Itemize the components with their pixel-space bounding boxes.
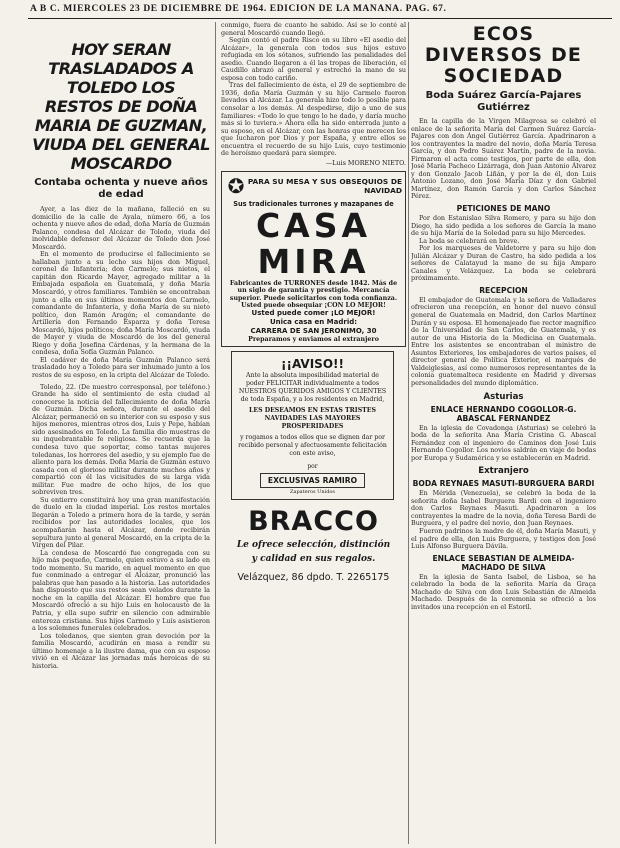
bracco-ad bbox=[221, 506, 406, 584]
aviso-title: ¡¡AVISO!! bbox=[281, 356, 344, 371]
article-paragraph: conmigo, fuera de cuanto he sabido. Así se lo conté al general Moscardó cuando llegó. bbox=[221, 22, 406, 37]
article-title: BODA REYNAES MASUTI-BURGUERA BARDI bbox=[412, 479, 595, 489]
article-paragraph: Por los marqueses de Valdetorre y para su hijo don Julián Alcázar y Duran de Castro, ha sido pedida a los señores de Calatayud la mano de su hija Amparo Canales y Velázquez. La boda se celebrará próximamente. bbox=[411, 244, 596, 283]
article-paragraph: Fueron padrinos la madre de él, doña María Masuti, y el padre de ella, don Luis Burguera, y testigos don José Luis Alfonso Burguera Dávila. bbox=[411, 526, 596, 551]
subsection-title: RECEPCION bbox=[479, 285, 528, 295]
aviso-wishes: LES DESEAMOS EN ESTAS TRISTES NAVIDADES LAS MAYORES PROSPERIDADES bbox=[249, 406, 376, 430]
subsection-title: Extranjero bbox=[478, 466, 529, 477]
ad-text: Fabricantes de TURRONES desde 1842. Más de un siglo de garantía y prestigio. Mercancía superior. Puede solicitarlos con toda confianza. Usted puede obsequiar ¡CON LO MEJOR! bbox=[229, 279, 398, 310]
bracco-slogan: Le ofrece selección, distinción y calidad en sus regalos. bbox=[236, 539, 391, 564]
article-title: Boda Suárez García-Pajares Gutiérrez bbox=[425, 90, 582, 113]
column-left bbox=[32, 22, 210, 844]
article-paragraph: Según contó el padre Risco en su libro «El asedio del Alcázar», la generala con todos sus hijos estuvo refugiada en los sótanos, sufriendo las penalidades del asedio. Cuando llegaron a él las tropas de liberación, el Caudillo abrazó al general y estrechó la mano de su esposa con todo cariño. bbox=[221, 36, 406, 82]
article-paragraph: El embajador de Guatemala y la señora de Valladares ofrecieron una recepción, en honor del nuevo cónsul general de Guatemala en Madrid, don Carlos Martínez Durán y su esposa. El homenajeado fue rector magnífico de la Universidad de San Carlos, de Guatemala, y es autor de una Historia de la Medicina en Guatemala. Entre los asistentes se encontraban el ministro de Asuntos Exteriores, los embajadores de varios países, el director general de Política Exterior, el marqués de Valdeiglesias, así como numerosos representantes de la colonia guatemalteca residente en Madrid y diversas personalidades del mundo diplomático. bbox=[411, 295, 596, 387]
main-subhead: Contaba ochenta y nueve años de edad bbox=[34, 177, 208, 200]
article-paragraph: La boda se celebrará en breve. bbox=[419, 236, 520, 245]
aviso-text: Ante la absoluta imposibilidad material de poder FELICITAR individualmente a todos NUESTROS QUERIDOS AMIGOS Y CLIENTES de toda España, y a los residentes en Madrid, bbox=[238, 371, 387, 403]
byline-signature: —Luis MORENO NIETO. bbox=[325, 158, 406, 167]
subsection-title: PETICIONES DE MANO bbox=[456, 204, 551, 214]
article-paragraph: En la capilla de la Virgen Milagrosa se celebró el enlace de la señorita María del Carmen Suárez García-Pajares con don Ángel Gutiérrez García. Apadrinaron a los contrayentes la madre del novio, doña María Teresa García, y don Pedro Suárez Martín, padre de la novia. Firmaron el acta como testigos, por parte de ella, don José María Pacheco Lizárraga, don Juan Antonio Álvarez y don Gonzalo Jacob Liñán, y por la de él, don Luis Antonio Lozano, don José María Díaz y don Gabriel Martínez, don Ramón García y don Carlos Sánchez Pérez. bbox=[411, 117, 596, 201]
article-paragraph: Tras del fallecimiento de ésta, el 29 de septiembre de 1936, doña María Guzmán y su hijo Carmelo fueron llevados al Alcázar. La generala hizo todo lo posible para consolar a los demás. Al despedirse, dijo a uno de sus familiares: «Todo lo que tengo lo he dado, y daría mucho más si lo tuviera.» Ahora ella ha sido enterrada junto a su esposo, en el Alcázar, con las honras que merecen los que lucharon por Dios y por España, y entre ellos se encuentra el recuerdo de su hijo Luis, cuyo testimonio de heroísmo quedará para siempre. bbox=[221, 81, 406, 158]
article-paragraph: El cadáver de doña María Guzmán Palanco será trasladado hoy a Toledo para ser inhumado junto a los restos de su esposo, en la cripta del Alcázar de Toledo. bbox=[32, 355, 210, 380]
article-paragraph: En el momento de producirse el fallecimiento se hallaban junto a su lecho sus hijos don Miguel, coronel de Infantería; don Carmelo; sus nietos, el capitán don Ricardo Mayer, agregado militar a la Embajada española en Guatemala, y doña María Moscardó, y otros familiares. También se encontraban junto a ella en sus últimos momentos don Carmelo, comandante de Infantería, y doña María de su nieto político, don Ramón Aragón; el comandante de Artillería don Fernando Esparza y doña Teresa Moscardó, hijos políticos; doña María Moscardó, viuda de Mayer y viuda de Moscardó de los del general Riego y doña Josefina Cárdenas, y la hermana de la condesa, doña Sofía Guzmán Palanco. bbox=[32, 250, 210, 357]
article-paragraph: En la iglesia de Santa Isabel, de Lisboa, se ha celebrado la boda de la señorita María da Graça Machado de Silva con don Luis Sebastián de Almeida Machado. Después de la ceremonia se ofreció a los invitados una recepción en el Estoril. bbox=[411, 572, 596, 611]
bracco-brand: BRACCO bbox=[248, 505, 379, 537]
subsection-title: Asturias bbox=[483, 391, 524, 402]
article-paragraph: Toledo, 22. (De nuestro corresponsal, por teléfono.) Grande ha sido el sentimiento de esta ciudad al conocerse la noticia del fallecimiento de doña María de Guzmán. Dicha señora, durante el asedio del Alcázar, permaneció en su interior con su esposo y sus hijos menores, mientras otros dos, Luis y Pepe, habían sido asesinados en Toledo. La familia dio muestras de su inquebrantable fe religiosa. Se recuerda que la condesa tuvo que soportar, como tantas mujeres toledanas, los horrores del asedio, y su ejemplo fue de aliento para los demás. Doña María de Guzmán estuvo casada con el glorioso militar durante muchos años y compartió con él las vicisitudes de su larga vida militar. Fue madre de ocho hijos, de los que sobreviven tres. bbox=[32, 382, 210, 497]
article-paragraph: La condesa de Moscardó fue congregada con su hijo más pequeño, Carmelo, quien estuvo a su lado en todo momento. Su marido, en aquel momento en que fue conminado a entregar el Alcázar, pronunció las palabras que han pasado a la historia. Las autoridades han dispuesto que sus restos sean velados durante la noche en la capilla del Alcázar. El hombre que fue Moscardó ofreció a su hijo Luis en holocausto de la Patria, y ella supo sufrir en silencio con admirable entereza cristiana. Sus hijos Carmelo y Luis asistieron a los solemnes funerales celebrados. bbox=[32, 548, 210, 633]
ad-address: CARRERA DE SAN JERONIMO, 30 bbox=[250, 327, 377, 336]
ad-cta-2: Unica casa en Madrid: bbox=[269, 318, 358, 327]
aviso-signature-sub: Zapateros Unidos bbox=[290, 488, 335, 495]
bracco-address: Velázquez, 86 dpdo. T. 2265175 bbox=[237, 571, 390, 583]
article-paragraph: Por don Estanislao Silva Romero, y para su hijo don Diego, ha sido pedida a los señores de García la mano de su hija María de la Soledad para su hijo Mercedes. bbox=[411, 214, 596, 238]
column-right bbox=[411, 22, 596, 844]
article-title: ENLACE HERNANDO COGOLLOR-G. ABASCAL FERNANDEZ bbox=[430, 404, 577, 423]
running-head: A B C. MIERCOLES 23 DE DICIEMBRE DE 1964. EDICION DE LA MAÑANA. PAG. 67. bbox=[30, 4, 447, 14]
ad-tagline: PARA SU MESA Y SUS OBSEQUIOS DE NAVIDAD bbox=[247, 176, 402, 195]
section-title: ECOS DIVERSOS DE SOCIEDAD bbox=[424, 23, 583, 87]
article-paragraph: Su entierro constituirá hoy una gran manifestación de duelo en la ciudad imperial. Los restos mortales llegarán a Toledo a primera hora de la tarde, y serán recibidos por las autoridades locales, que los acompañarán hasta el Alcázar, donde recibirán sepultura junto al general Moscardó, en la cripta de la Virgen del Pilar. bbox=[32, 495, 210, 550]
ad-brand-name: CASA MIRA bbox=[255, 205, 372, 281]
main-headline: HOY SERAN TRASLADADOS A TOLEDO LOS RESTOS DE DOÑA MARIA DE GUZMAN, VIUDA DEL GENERAL MOSCARDO bbox=[32, 40, 210, 173]
article-title: ENLACE SEBASTIAN DE ALMEIDA-MACHADO DE SILVA bbox=[432, 553, 575, 572]
aviso-text-2: y rogamos a todos ellos que se dignen dar por recibido personal y afectuosamente felicitación con este aviso, bbox=[238, 433, 387, 457]
header-rule bbox=[28, 18, 612, 19]
column-divider-2 bbox=[408, 22, 409, 844]
aviso-by: por bbox=[307, 462, 318, 470]
article-paragraph: Ayer, a las diez de la mañana, falleció en su domicilio de la calle de Ayala, número 66, a los ochenta y nueve años de edad, doña María de Guzmán Palanco, condesa del Alcázar de Toledo, viuda del inolvidable defensor del Alcázar de Toledo don José Moscardó. bbox=[32, 205, 210, 251]
article-paragraph: En Mérida (Venezuela), se celebró la boda de la señorita doña Isabel Burguera Bardi con el ingeniero don Carlos Reynaes Masuti. Apadrinaron a los contrayentes la madre de la novia, doña Teresa Bardi de Burguera, y el padre del novio, don Juan Reynaes. bbox=[411, 489, 596, 528]
aviso-signature: EXCLUSIVAS RAMIRO bbox=[260, 473, 365, 488]
star-icon: ✪ bbox=[227, 173, 245, 198]
aviso-ad bbox=[231, 351, 394, 500]
casa-mira-ad bbox=[221, 171, 406, 347]
ad-strap: Sus tradicionales turrones y mazapanes de bbox=[233, 199, 394, 208]
ad-cta: Usted puede comer ¡LO MEJOR! bbox=[251, 309, 376, 318]
article-paragraph: Los toledanos, que sienten gran devoción por la familia Moscardó, acudirán en masa a rendir su último homenaje a la ilustre dama, que con su esposo vivió en el Alcázar las jornadas más heroicas de su historia. bbox=[32, 631, 210, 670]
column-middle bbox=[221, 22, 406, 844]
article-paragraph: En la iglesia de Covadonga (Asturias) se celebró la boda de la señorita Ana María Cristina G. Abascal Fernández con el ingeniero de Caminos don José Luis Hernando Cogollor. Los novios saldrán en viaje de bodas por Europa y Sudamérica y se establecerán en Madrid. bbox=[411, 423, 596, 462]
column-divider-1 bbox=[215, 22, 216, 844]
ad-footer: Preparamos y enviamos al extranjero bbox=[248, 336, 379, 344]
